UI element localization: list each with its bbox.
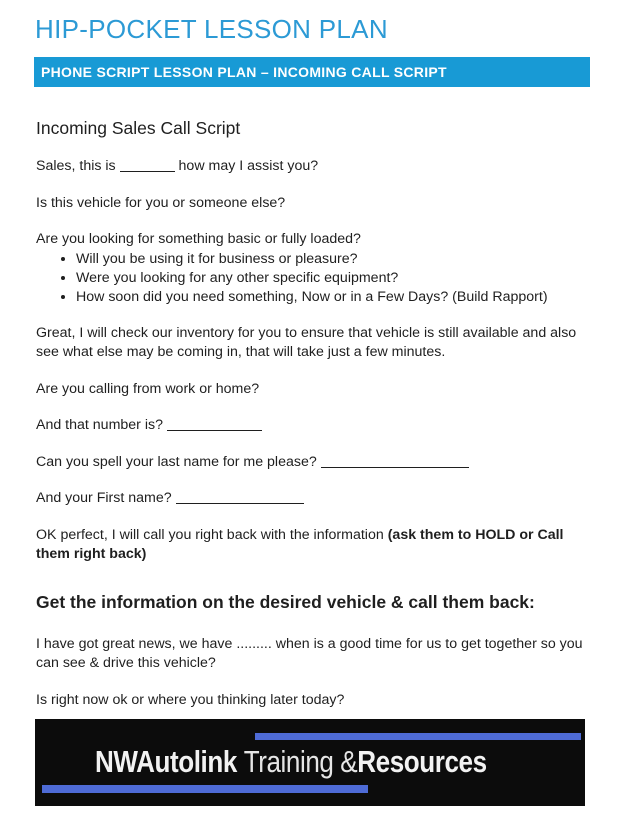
logo-resources: Resources	[357, 744, 487, 779]
inventory-paragraph: Great, I will check our inventory for you to ensure that vehicle is still available and also see what else may be coming in, that will take just a few minutes.	[36, 324, 577, 360]
question-first-name-text: And your First name?	[36, 490, 172, 506]
question-last-name	[36, 453, 586, 473]
first-name-fill-blank	[176, 492, 304, 504]
section-heading: Get the information on the desired vehicle & call them back:	[36, 591, 535, 612]
script-heading: Incoming Sales Call Script	[36, 118, 241, 138]
logo-ampersand: &	[340, 744, 358, 779]
greeting-line	[36, 157, 586, 177]
section-banner-label: PHONE SCRIPT LESSON PLAN – INCOMING CALL SCRIPT	[41, 64, 447, 80]
question-work-home: Are you calling from work or home?	[36, 380, 260, 397]
greeting-pre: Sales, this is	[36, 158, 116, 174]
last-name-fill-blank	[321, 456, 469, 468]
name-fill-blank	[120, 160, 175, 172]
question-last-name-text: Can you spell your last name for me please?	[36, 453, 317, 470]
logo-training: Training	[243, 744, 334, 779]
list-item: • Will you be using it for business or pleasure?	[76, 250, 586, 269]
probe-questions-list	[36, 250, 586, 307]
list-item: • Were you looking for any other specific equipment?	[76, 269, 586, 288]
question-number-text: And that number is?	[36, 417, 163, 433]
logo-bottom-blue-bar	[42, 785, 368, 793]
callback-bold-note: (ask them to HOLD or Call them right back)	[36, 526, 564, 562]
nwautolink-logo	[35, 719, 585, 806]
question-first-name	[36, 489, 586, 509]
list-item: • How soon did you need something, Now or in a Few Days? (Build Rapport)	[76, 288, 586, 307]
logo-top-blue-bar	[255, 733, 581, 740]
question-vehicle-for: Is this vehicle for you or someone else?	[36, 194, 286, 211]
question-number	[36, 416, 586, 436]
section-banner	[34, 57, 590, 87]
number-fill-blank	[167, 419, 262, 431]
callback-pre: OK perfect, I will call you right back with the information	[36, 526, 384, 543]
callback-line	[36, 526, 586, 565]
greeting-post: how may I assist you?	[178, 158, 319, 174]
logo-nwautolink: NWAutolink	[95, 744, 237, 779]
good-news-paragraph: I have got great news, we have ......... when is a good time for us to get together so you can see & drive this vehicle?	[36, 635, 583, 671]
script-body	[36, 117, 586, 710]
document-title: HIP-POCKET LESSON PLAN	[35, 14, 388, 44]
closing-question: Is right now ok or where you thinking later today?	[36, 691, 345, 708]
question-basic-loaded: Are you looking for something basic or fully loaded?	[36, 231, 361, 247]
logo-wordmark	[95, 745, 487, 779]
